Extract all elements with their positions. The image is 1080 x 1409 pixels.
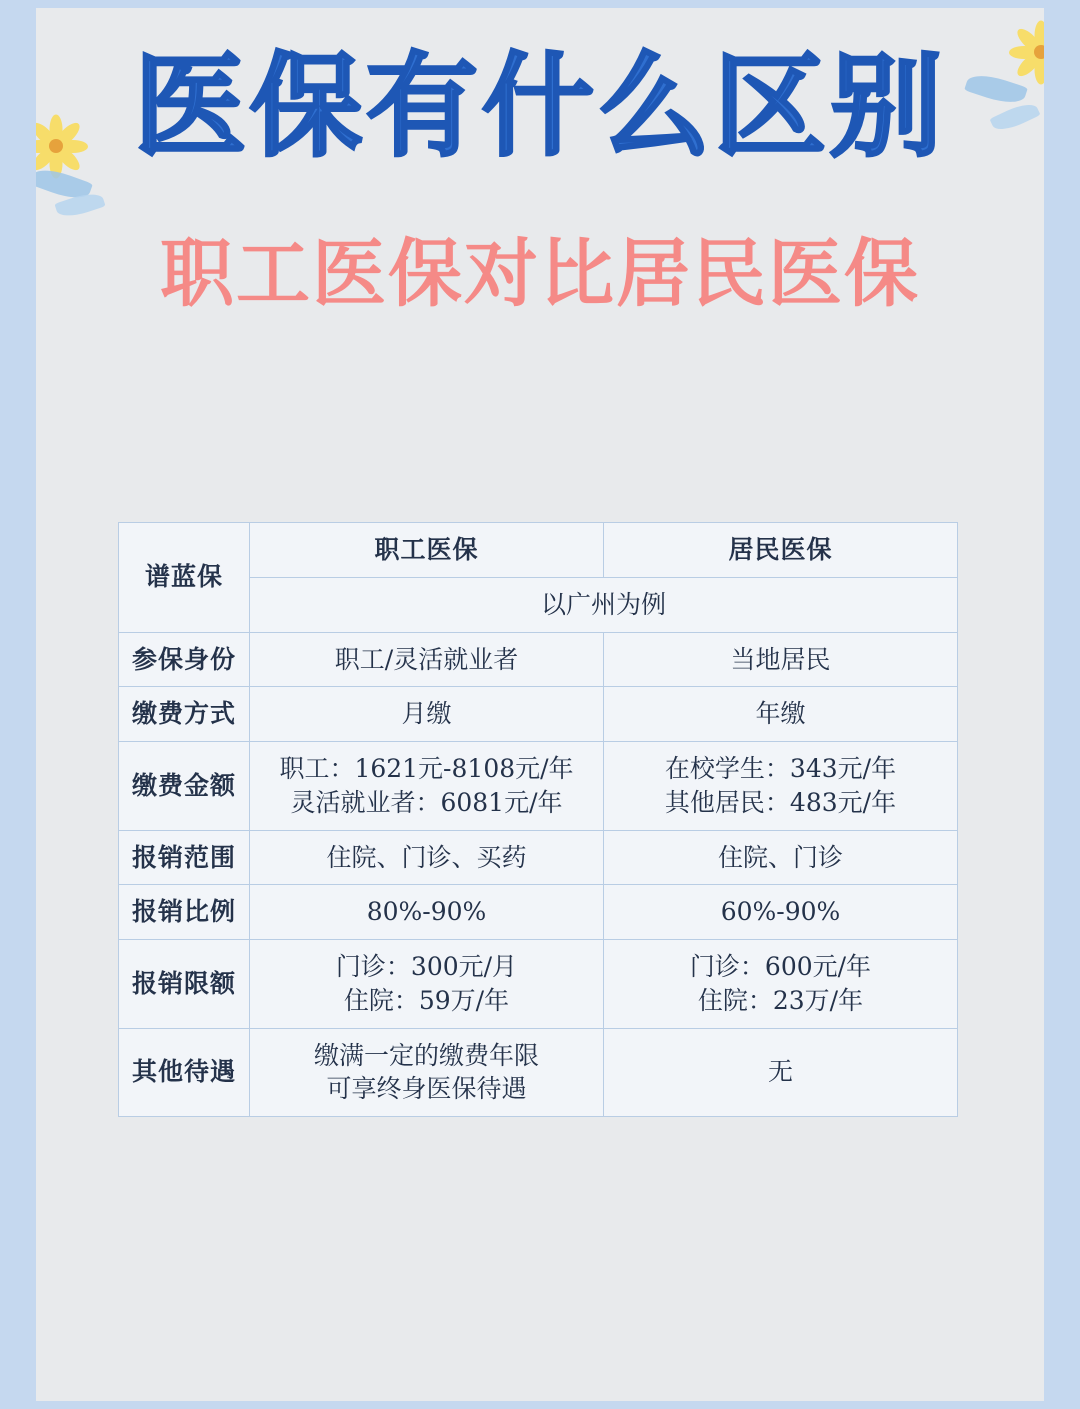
- row-value-resident-identity: [604, 632, 958, 687]
- row-value-employee-other-benefits: [250, 1028, 604, 1117]
- cell-line: 当地居民: [730, 644, 831, 674]
- poster-card: [36, 8, 1044, 1401]
- row-value-resident-other-benefits: [604, 1028, 958, 1117]
- cell-line: 60%-90%: [720, 897, 841, 927]
- row-value-employee-reimbursement-limit: [250, 940, 604, 1029]
- row-label-other-benefits: 其他待遇: [119, 1028, 250, 1117]
- row-value-resident-coverage-scope: [604, 830, 958, 885]
- cell-line: 住院、门诊: [717, 842, 843, 872]
- row-label-payment-method: 缴费方式: [119, 687, 250, 742]
- row-value-employee-payment-method: [250, 687, 604, 742]
- cell-line: 无: [767, 1057, 793, 1087]
- column-header-resident: 居民医保: [604, 523, 958, 578]
- cell-line: 年缴: [755, 699, 806, 729]
- row-label-identity: 参保身份: [119, 632, 250, 687]
- cell-line: 其他居民：483元/年: [664, 787, 897, 817]
- cell-line: 职工/灵活就业者: [334, 644, 519, 674]
- table-row: [119, 742, 958, 831]
- cell-line: 灵活就业者：6081元/年: [290, 787, 563, 817]
- row-label-payment-amount: 缴费金额: [119, 742, 250, 831]
- row-value-resident-reimbursement-limit: [604, 940, 958, 1029]
- example-note-cell: 以广州为例: [250, 577, 958, 632]
- comparison-table: [118, 522, 958, 1117]
- page-title: 医保有什么区别: [134, 42, 946, 172]
- cell-line: 住院：23万/年: [697, 985, 864, 1015]
- comparison-table-wrapper: [118, 522, 958, 1117]
- table-row: [119, 885, 958, 940]
- cell-line: 80%-90%: [366, 897, 487, 927]
- row-value-employee-payment-amount: [250, 742, 604, 831]
- row-label-coverage-scope: 报销范围: [119, 830, 250, 885]
- cell-line: 缴满一定的缴费年限: [313, 1040, 539, 1070]
- row-value-employee-reimbursement-rate: [250, 885, 604, 940]
- table-row: [119, 687, 958, 742]
- cell-line: 门诊：600元/年: [689, 952, 872, 981]
- table-row: [119, 1028, 958, 1117]
- cell-line: 月缴: [401, 699, 452, 729]
- row-value-resident-payment-amount: [604, 742, 958, 831]
- row-label-reimbursement-rate: 报销比例: [119, 885, 250, 940]
- row-value-resident-payment-method: [604, 687, 958, 742]
- table-row-header: [119, 523, 958, 578]
- cell-line: 职工：1621元-8108元/年: [279, 754, 574, 783]
- brand-cell: 谱蓝保: [119, 523, 250, 633]
- row-label-reimbursement-limit: 报销限额: [119, 940, 250, 1029]
- cell-line: 住院、门诊、买药: [326, 842, 527, 872]
- page-subtitle: 职工医保对比居民医保: [160, 231, 920, 317]
- table-row: [119, 632, 958, 687]
- row-value-resident-reimbursement-rate: [604, 885, 958, 940]
- table-row: [119, 940, 958, 1029]
- cell-line: 住院：59万/年: [343, 985, 510, 1015]
- cell-line: 在校学生：343元/年: [664, 754, 897, 783]
- column-header-employee: 职工医保: [250, 523, 604, 578]
- row-value-employee-coverage-scope: [250, 830, 604, 885]
- cell-line: 可享终身医保待遇: [326, 1074, 527, 1104]
- table-row: [119, 830, 958, 885]
- row-value-employee-identity: [250, 632, 604, 687]
- cell-line: 门诊：300元/月: [335, 952, 518, 981]
